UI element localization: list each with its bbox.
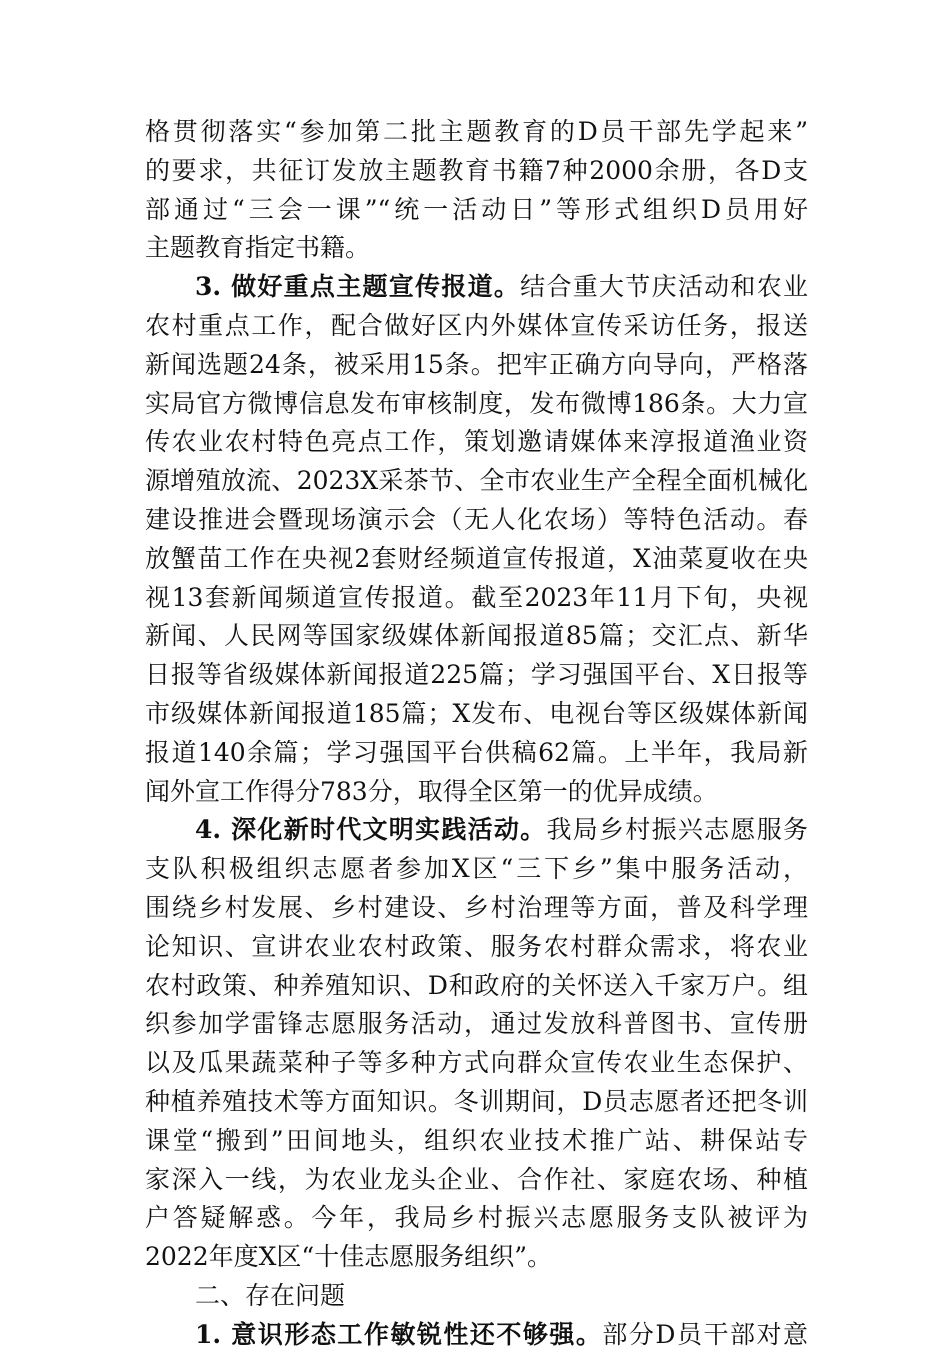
line-text: 户答疑解惑。今年，我局乡村振兴志愿服务支队被评为 [145,1203,808,1233]
line-text: 视13套新闻频道宣传报道。截至2023年11月下旬，央视 [145,582,808,612]
text-line [145,1005,808,1044]
line-text: 农村重点工作，配合做好区内外媒体宣传采访任务，报送 [145,310,808,340]
section-heading: 3. 做好重点主题宣传报道。 [195,272,521,302]
text-line [145,191,808,230]
line-text: 农村政策、种养殖知识、D和政府的关怀送入千家万户。组 [145,970,808,1000]
line-text: 新闻、人民网等国家级媒体新闻报道85篇；交汇点、新华 [145,621,808,651]
line-text: 实局官方微博信息发布审核制度，发布微博186条。大力宣 [145,388,808,418]
line-text: 报道140余篇；学习强国平台供稿62篇。上半年，我局新 [145,737,808,767]
text-line [145,1199,808,1238]
text-line [145,229,808,268]
text-line [145,113,808,152]
line-text: 种植养殖技术等方面知识。冬训期间，D员志愿者还把冬训 [145,1086,808,1116]
text-line [145,346,808,385]
line-text: 传农业农村特色亮点工作，策划邀请媒体来淳报道渔业资 [145,427,808,457]
text-line [145,617,808,656]
line-text: 主题教育指定书籍。 [145,233,371,263]
text-line [145,1238,808,1277]
text-line [145,501,808,540]
text-line [145,152,808,191]
text-line [145,695,808,734]
text-line [145,928,808,967]
line-text: 织参加学雷锋志愿服务活动，通过发放科普图书、宣传册 [145,1009,808,1039]
text-line [145,967,808,1006]
text-line [145,307,808,346]
section-heading: 1. 意识形态工作敏锐性还不够强。 [195,1319,603,1349]
line-text: 部分D员干部对意 [602,1319,808,1349]
line-text: 2022年度X区“十佳志愿服务组织”。 [145,1242,552,1272]
text-line [145,1122,808,1161]
text-line [145,462,808,501]
line-text: 的要求，共征订发放主题教育书籍7种2000余册，各D支 [145,155,808,185]
line-text: 市级媒体新闻报道185篇；X发布、电视台等区级媒体新闻 [145,698,808,728]
line-text: 我局乡村振兴志愿服务 [546,815,808,845]
text-line [145,889,808,928]
text-line [145,1083,808,1122]
line-text: 建设推进会暨现场演示会（无人化农场）等特色活动。春 [145,504,808,534]
text-line [145,850,808,889]
text-line [145,811,808,850]
text-line [145,540,808,579]
text-line [145,734,808,773]
document-body [145,113,808,1355]
line-text: 二、存在问题 [195,1280,346,1310]
text-line [145,1161,808,1200]
text-line [145,423,808,462]
line-text: 闻外宣工作得分783分，取得全区第一的优异成绩。 [145,776,718,806]
text-line [145,1044,808,1083]
line-text: 家深入一线，为农业龙头企业、合作社、家庭农场、种植 [145,1164,808,1194]
line-text: 结合重大节庆活动和农业 [520,272,808,302]
line-text: 以及瓜果蔬菜种子等多种方式向群众宣传农业生态保护、 [145,1048,808,1078]
text-line [145,1277,808,1316]
text-line [145,579,808,618]
section-heading: 4. 深化新时代文明实践活动。 [195,815,547,845]
line-text: 放蟹苗工作在央视2套财经频道宣传报道，X油菜夏收在央 [145,543,808,573]
line-text: 格贯彻落实“参加第二批主题教育的D员干部先学起来” [145,117,808,146]
text-line [145,656,808,695]
line-text: 新闻选题24条，被采用15条。把牢正确方向导向，严格落 [145,349,808,379]
line-text: 支队积极组织志愿者参加X区“三下乡”集中服务活动， [145,854,808,884]
line-text: 论知识、宣讲农业农村政策、服务农村群众需求，将农业 [145,931,808,961]
line-text: 课堂“搬到”田间地头，组织农业技术推广站、耕保站专 [145,1125,808,1155]
text-line [145,385,808,424]
line-text: 日报等省级媒体新闻报道225篇；学习强国平台、X日报等 [145,660,808,690]
text-line [145,1316,808,1355]
text-line [145,268,808,307]
line-text: 部通过“三会一课”“统一活动日”等形式组织D员用好 [145,194,808,224]
text-line [145,773,808,812]
line-text: 围绕乡村发展、乡村建设、乡村治理等方面，普及科学理 [145,892,808,922]
line-text: 源增殖放流、2023X采茶节、全市农业生产全程全面机械化 [145,466,808,496]
